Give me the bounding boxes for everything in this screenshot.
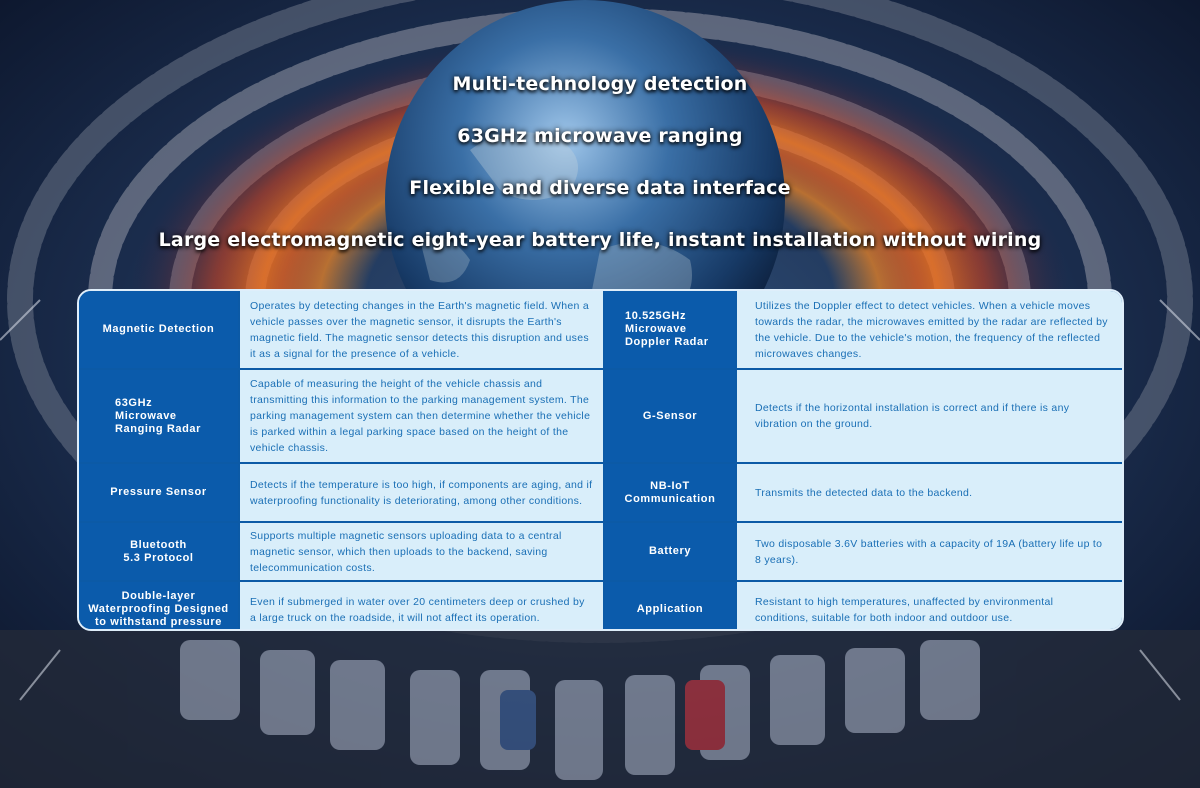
feature-label-waterproofing: Double-layer Waterproofing Designed to withstand pressure xyxy=(79,582,238,631)
feature-label-doppler-radar: 10.525GHz Microwave Doppler Radar xyxy=(605,291,735,368)
feature-label-magnetic-detection: Magnetic Detection xyxy=(79,291,238,368)
feature-grid xyxy=(79,291,1122,629)
feature-desc-g-sensor: Detects if the horizontal installation is correct and if there is any vibration on the ground. xyxy=(737,370,1122,462)
feature-label-application: Application xyxy=(605,582,735,631)
feature-label-nb-iot: NB-IoT Communication xyxy=(605,464,735,521)
feature-label-pressure-sensor: Pressure Sensor xyxy=(79,464,238,521)
feature-desc-pressure-sensor: Detects if the temperature is too high, if components are aging, and if waterproofing functionality is deteriorating, among other conditions. xyxy=(240,464,603,521)
feature-desc-ranging-radar: Capable of measuring the height of the vehicle chassis and transmitting this information to the parking management system. The parking management system can then determine whether the vehicle is parked within a legal parking space based on the height of the vehicle chassis. xyxy=(240,370,603,462)
feature-desc-doppler-radar: Utilizes the Doppler effect to detect vehicles. When a vehicle moves towards the radar, the microwaves emitted by the radar are reflected by the vehicle. Due to the vehicle's motion, the frequency of the reflected microwaves changes. xyxy=(737,291,1122,368)
feature-label-ranging-radar: 63GHz Microwave Ranging Radar xyxy=(79,370,238,462)
headline-multi-technology: Multi-technology detection xyxy=(452,73,748,95)
feature-desc-nb-iot: Transmits the detected data to the backend. xyxy=(737,464,1122,521)
feature-desc-waterproofing: Even if submerged in water over 20 centimeters deep or crushed by a large truck on the roadside, it will not affect its operation. xyxy=(240,582,603,631)
headline-data-interface: Flexible and diverse data interface xyxy=(409,177,791,199)
feature-label-battery: Battery xyxy=(605,523,735,580)
feature-desc-magnetic-detection: Operates by detecting changes in the Earth's magnetic field. When a vehicle passes over the magnetic sensor, it disrupts the Earth's magnetic field. The magnetic sensor detects this disruption and uses it as a signal for the presence of a vehicle. xyxy=(240,291,603,368)
feature-label-g-sensor: G-Sensor xyxy=(605,370,735,462)
feature-label-bluetooth: Bluetooth 5.3 Protocol xyxy=(79,523,238,580)
feature-desc-battery: Two disposable 3.6V batteries with a capacity of 19A (battery life up to 8 years). xyxy=(737,523,1122,580)
feature-desc-bluetooth: Supports multiple magnetic sensors uploading data to a central magnetic sensor, which then uploads to the backend, saving telecommunication costs. xyxy=(240,523,603,580)
headline-microwave-ranging: 63GHz microwave ranging xyxy=(457,125,743,147)
headline-list xyxy=(0,66,1200,274)
feature-table xyxy=(77,289,1124,631)
headline-battery-life: Large electromagnetic eight-year battery life, instant installation without wiring xyxy=(158,229,1042,251)
feature-desc-application: Resistant to high temperatures, unaffected by environmental conditions, suitable for both indoor and outdoor use. xyxy=(737,582,1122,631)
